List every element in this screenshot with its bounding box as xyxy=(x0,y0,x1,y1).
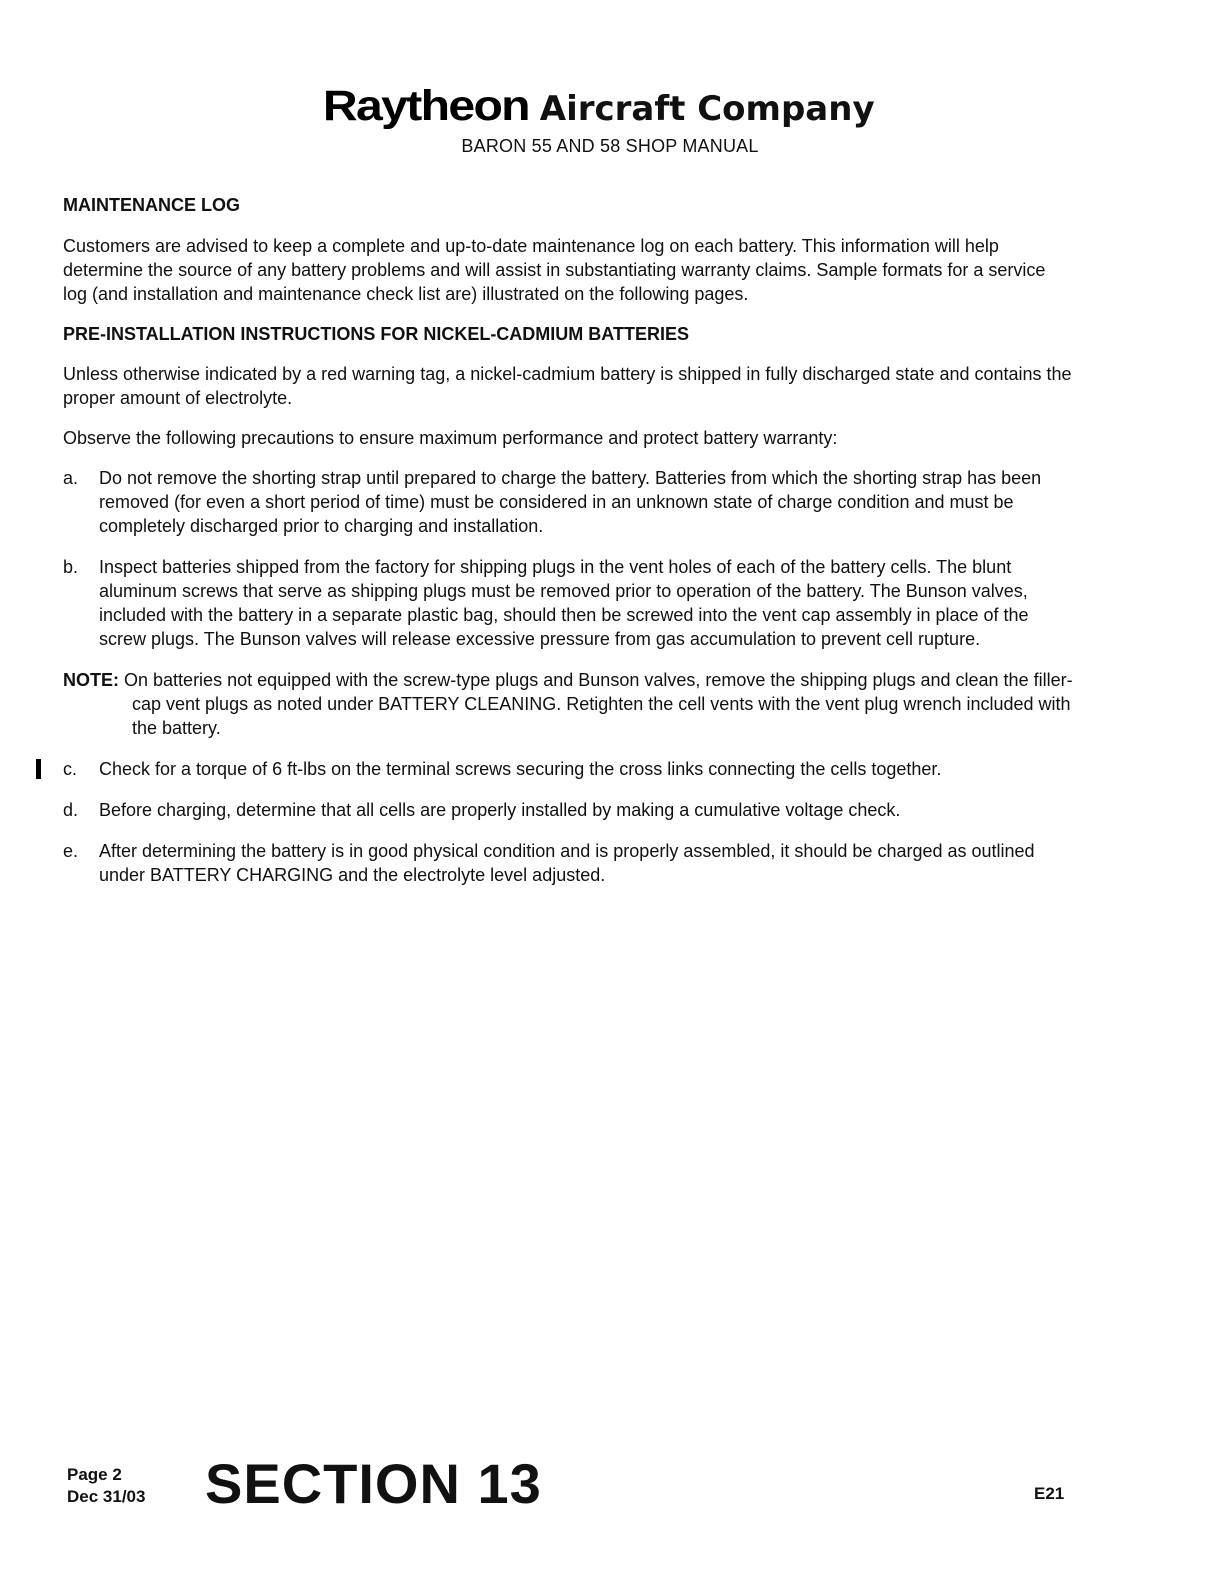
list-item-b xyxy=(63,555,1073,651)
heading-maintenance-log: MAINTENANCE LOG xyxy=(63,195,240,215)
paragraph-shipping-state: Unless otherwise indicated by a red warning tag, a nickel-cadmium battery is shipped in fully discharged state and contains the proper amount of electrolyte. xyxy=(63,364,1072,408)
list-item-a xyxy=(63,466,1073,538)
list-text: After determining the battery is in good physical condition and is properly assembled, it should be charged as outlined under BATTERY CHARGING and the electrolyte level adjusted. xyxy=(99,841,1035,885)
note-text: On batteries not equipped with the screw-type plugs and Bunson valves, remove the shipping plugs and clean the filler-cap vent plugs as noted under BATTERY CLEANING. Retighten the cell vents with the vent plug wrench included with the battery. xyxy=(124,670,1073,738)
document-header xyxy=(0,82,1220,131)
section-title: SECTION 13 xyxy=(205,1452,542,1515)
list-text: Check for a torque of 6 ft-lbs on the terminal screws securing the cross links connecting the cells together. xyxy=(99,759,942,779)
document-body xyxy=(63,193,1073,904)
paragraph-maintenance-log: Customers are advised to keep a complete and up-to-date maintenance log on each battery. This information will help determine the source of any battery problems and will assist in substantiating warranty claims. Sample formats for a service log (and installation and maintenance check list are) illustrated on the following pages. xyxy=(63,236,1046,304)
manual-title: BARON 55 AND 58 SHOP MANUAL xyxy=(461,136,759,156)
list-label: c. xyxy=(63,759,78,779)
revision-date: Dec 31/03 xyxy=(67,1487,146,1506)
footer-page-date xyxy=(67,1464,145,1508)
list-label: b. xyxy=(63,557,79,577)
revision-change-bar xyxy=(36,759,41,779)
list-label: d. xyxy=(63,800,79,820)
list-item-d xyxy=(63,798,1073,822)
company-name: Aircraft Company xyxy=(539,89,875,129)
brand-logo: Raytheon xyxy=(323,82,530,130)
list-item-e xyxy=(63,839,1073,887)
list-text: Before charging, determine that all cells are properly installed by making a cumulative voltage check. xyxy=(99,800,901,820)
page-code: E21 xyxy=(1034,1484,1065,1503)
paragraph-precautions: Observe the following precautions to ensure maximum performance and protect battery warranty: xyxy=(63,428,838,448)
list-item-c xyxy=(63,757,1073,781)
page-number: Page 2 xyxy=(67,1465,122,1484)
list-text: Inspect batteries shipped from the factory for shipping plugs in the vent holes of each of the battery cells. The blunt aluminum screws that serve as shipping plugs must be removed prior to operation of the battery. The Bunson valves, included with the battery in a separate plastic bag, should then be screwed into the vent cap assembly in place of the screw plugs. The Bunson valves will release excessive pressure from gas accumulation to prevent cell rupture. xyxy=(99,557,1029,649)
list-label: a. xyxy=(63,468,79,488)
heading-pre-installation: PRE-INSTALLATION INSTRUCTIONS FOR NICKEL-CADMIUM BATTERIES xyxy=(63,324,689,344)
note xyxy=(63,668,1073,740)
list-label: e. xyxy=(63,841,79,861)
list-text: Do not remove the shorting strap until prepared to charge the battery. Batteries from which the shorting strap has been removed (for even a short period of time) must be considered in an unknown state of charge condition and must be completely discharged prior to charging and installation. xyxy=(99,468,1042,536)
note-label: NOTE: xyxy=(63,670,119,690)
